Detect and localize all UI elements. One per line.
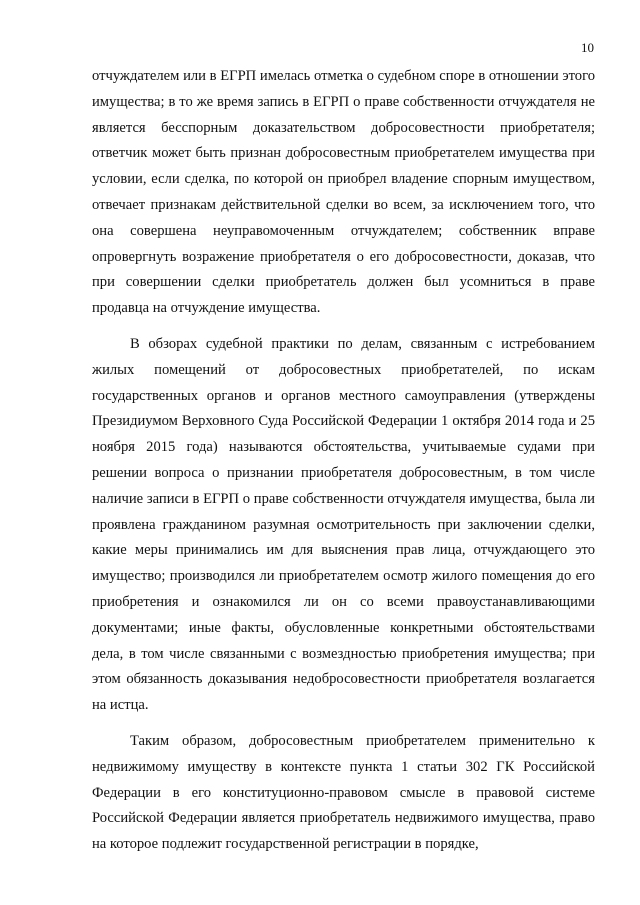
paragraph-conclusion: Таким образом, добросовестным приобретателем применительно к недвижимому имуществу в контексте пункта 1 статьи 302 ГК Российской Федерации в его конституционно-правовом смысле в правовой системе Российской Федерации является приобретатель недвижимого имущества, право на которое подлежит государственной регистрации в порядке, bbox=[92, 732, 595, 853]
page-number: 10 bbox=[581, 40, 594, 55]
paragraph-continuation: отчуждателем или в ЕГРП имелась отметка о судебном споре в отношении этого имущества; в то же время запись в ЕГРП о праве собственности отчуждателя не является бесспорным доказательством добросовестности приобретателя; ответчик может быть признан добросовестным приобретателем имущества при условии, если сделка, по которой он приобрел владение спорным имуществом, отвечает признакам действительной сделки во всем, за исключением того, что она совершена неуправомоченным отчуждателем; собственник вправе опровергнуть возражение приобретателя о его добросовестности, доказав, что при совершении сделки приобретатель должен был усомниться в праве продавца на отчуждение имущества. bbox=[92, 68, 595, 317]
paragraph-court-practice-reviews: В обзорах судебной практики по делам, связанным с истребованием жилых помещений от добросовестных приобретателей, по искам государственных органов и органов местного самоуправления (утверждены Президиумом Верховного Суда Российской Федерации 1 октября 2014 года и 25 ноября 2015 года) называются обстоятельства, учитываемые судами при решении вопроса о признании приобретателя добросовестным, в том числе наличие записи в ЕГРП о праве собственности отчуждателя имущества, была ли проявлена гражданином разумная осмотрительность при заключении сделки, какие меры принимались им для выяснения прав лица, отчуждающего это имущество; производился ли приобретателем осмотр жилого помещения до его приобретения и ознакомился ли он со всеми правоустанавливающими документами; иные факты, обусловленные конкретными обстоятельствами дела, в том числе связанными с возмездностью приобретения имущества; при этом обязанность доказывания недобросовестности приобретателя возлагается на истца. bbox=[92, 335, 595, 714]
document-body bbox=[92, 64, 595, 858]
